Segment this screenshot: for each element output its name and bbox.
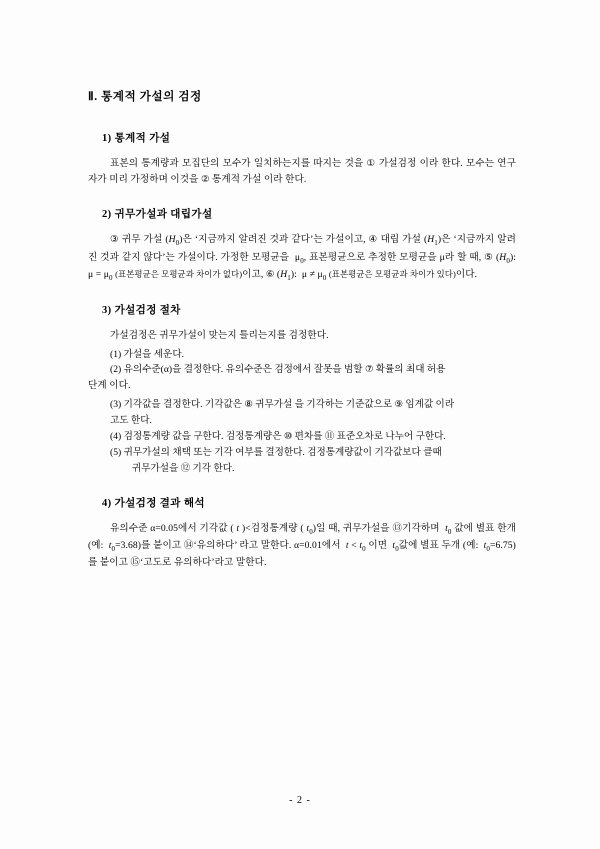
section-3-step-2: (2) 유의수준(α)을 결정한다. 유의수준은 검정에서 잘못을 범할 ⑦ 확률의 최대 허용 (110, 364, 446, 376)
circled-number-7: ⑦ (364, 365, 374, 376)
section-1-paragraph: 표본의 통계량과 모집단의 모수가 일치하는지를 따지는 것을 ① 가설검정 이라 한다. 모수는 연구자가 미리 가정하며 이것을 ② 통계적 가설 이라 한다. (88, 158, 516, 186)
section-3-step-1: (1) 가설을 세운다. (110, 348, 184, 360)
section-3-step-2-cont: 단계 이다. (88, 380, 131, 392)
circled-number-11: ⑪ (324, 431, 335, 442)
circled-number-4: ④ (368, 235, 378, 246)
section-1 (88, 130, 516, 188)
section-3-step-3: (3) 기각값을 결정한다. 기각값은 ⑧ 귀무가설 을 기각하는 기준값으로 ⑨ 임계값 이라 (110, 399, 455, 410)
page-title: Ⅱ. 통계적 가설의 검정 (88, 91, 202, 103)
section-2 (88, 206, 516, 284)
circled-number-9: ⑨ (394, 400, 403, 410)
section-3-step-4: (4) 검정통계량 값을 구한다. 검정통계량은 ⑩ 편차를 ⑪ 표준오차로 나누어 구한다. (110, 430, 446, 442)
circled-number-10: ⑩ (283, 431, 293, 442)
section-3 (88, 302, 516, 477)
section-3-step-3-cont: 고도 한다. (110, 415, 152, 427)
page-number: - 2 - (289, 795, 311, 806)
circled-number-5: ⑤ (484, 252, 494, 263)
section-2-heading: 2) 귀무가설과 대립가설 (102, 209, 213, 221)
circled-number-13: ⑬ (392, 523, 403, 534)
section-4 (88, 495, 516, 572)
section-3-step-5: (5) 귀무가설의 채택 또는 기각 여부를 결정한다. 검정통계량값이 기각값보다 클때 (110, 447, 442, 458)
circled-number-8: ⑧ (244, 400, 253, 410)
circled-number-2: ② (201, 175, 210, 186)
section-3-paragraph: 가설검정은 귀무가설이 맞는지 틀리는지를 검정한다. (110, 330, 329, 342)
section-2-paragraph: ③ 귀무 가설 $(H_0)$은 ‘지금까지 알려진 것과 같다’는 가설이고, ④ 대립 가설 $(H_1)$은 ‘지금까지 알려진 것과 같지 않다’는 가설이다. 가정한 모평균을 $\mu_0$, 표본평균으로 추정한 모평균을 μ라 할 때, ⑤ $(H_0)$: $\mu = \mu_0$ (표본평균은 모평균과 차이가 없다)이고, ⑥ $(H_1)$: $\mu \ne \mu_0$ (표본평균은 모평균과 차이가 있다)이다. (88, 234, 516, 282)
section-4-heading: 4) 가설검정 결과 해석 (102, 497, 205, 509)
circled-number-14: ⑭ (183, 541, 194, 551)
section-4-paragraph: 유의수준 α=0.05에서 기각값 ( t )<검정통계량 ( $t_0$)일 때, 귀무가설을 ⑬기각하며 $t_0$ 값에 별표 한개 (예: $t_0=3.68$)를 붙이고 ⑭‘유의하다’ 라고 말한다. α=0.01에서 $t < t_0$ 이면 $t_0$값에 별표 두개 (예: $t_0=6.75$)를 붙이고 ⑮‘고도로 유의하다’라고 말한다. (88, 522, 516, 569)
circled-number-12: ⑫ (180, 463, 191, 474)
section-1-heading: 1) 통계적 가설 (102, 133, 171, 144)
circled-number-3: ③ (110, 235, 119, 246)
circled-number-6: ⑥ (265, 269, 275, 280)
circled-number-15: ⑮ (130, 558, 140, 569)
section-3-step-5-cont: 귀무가설을 ⑫ 기각 한다. (132, 462, 235, 474)
section-3-heading: 3) 가설검정 절차 (102, 305, 181, 317)
circled-number-1: ① (366, 159, 376, 169)
document-content (88, 88, 516, 589)
